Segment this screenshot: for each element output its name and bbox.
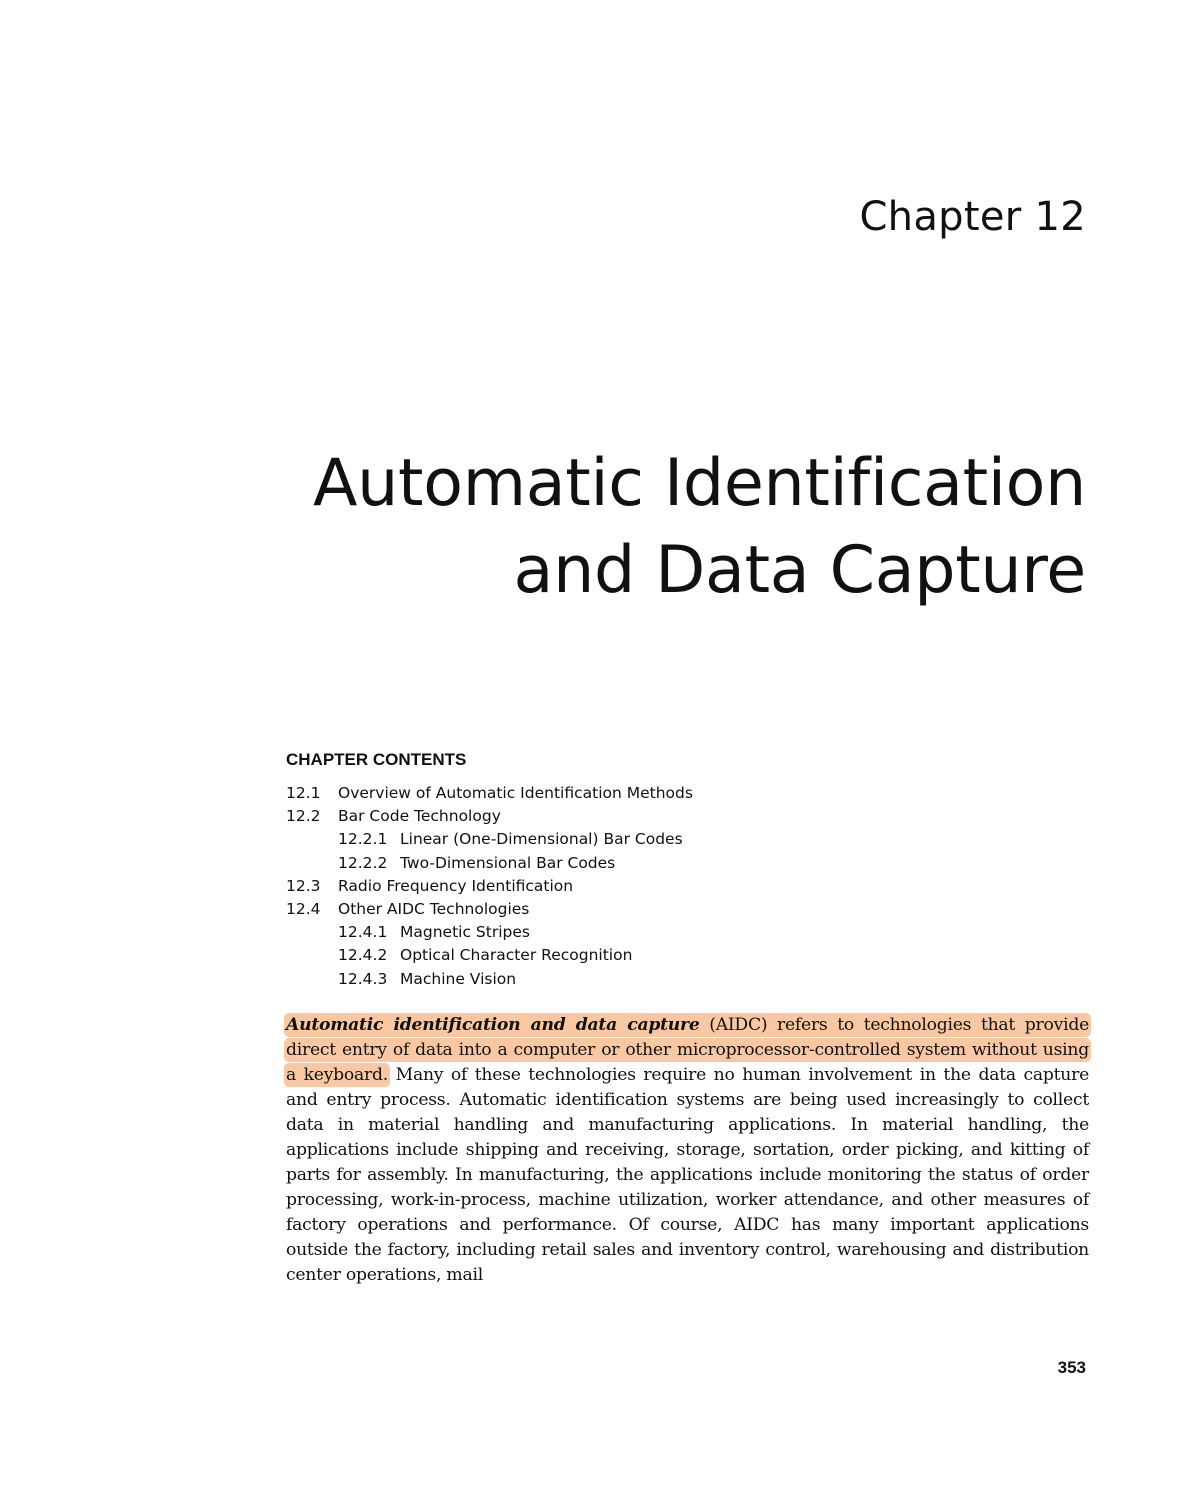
toc-list: [286, 782, 1086, 991]
toc-item-text: Machine Vision: [400, 969, 517, 988]
toc-item-number: 12.4: [286, 900, 321, 919]
toc-item-number: 12.2.1: [338, 830, 388, 849]
toc-item-text: Linear (One-Dimensional) Bar Codes: [400, 830, 683, 849]
toc-item-number: 12.4.2: [338, 946, 388, 965]
definition-text: (AIDC) refers to technologies that provide direct entry of data into a computer or other microprocessor-controlled system without using a keyboard.: [286, 1015, 1089, 1085]
toc-item-number: 12.2: [286, 807, 321, 826]
toc-item[interactable]: [286, 875, 1086, 898]
intro-paragraph[interactable]: [286, 1013, 1089, 1288]
chapter-title: [313, 440, 1086, 614]
toc-item-text: Magnetic Stripes: [400, 923, 530, 942]
toc-item-text: Bar Code Technology: [338, 807, 501, 826]
toc-item-text: Radio Frequency Identification: [338, 876, 574, 895]
toc-subitem[interactable]: [286, 852, 1086, 875]
paragraph-continuation: Many of these technologies require no human involvement in the data capture and entry process. Automatic identification systems are being used increasingly to collect data in material handling and manufacturing applications. In material handling, the applications include shipping and receiving, storage, sortation, order picking, and kitting of parts for assembly. In manufacturing, the applications include monitoring the status of order processing, work-in-process, machine utilization, worker attendance, and other measures of factory operations and performance. Of course, AIDC has many important applications outside the factory, including retail sales and inventory control, warehousing and distribution center operations, mail: [286, 1065, 1089, 1285]
chapter-contents: [286, 748, 1086, 991]
defined-term: Automatic identification and data capture: [286, 1015, 700, 1035]
chapter-title-line-2: and Data Capture: [513, 533, 1086, 608]
toc-subitem[interactable]: [286, 944, 1086, 967]
toc-item-text: Optical Character Recognition: [400, 946, 633, 965]
chapter-label: Chapter 12: [859, 194, 1086, 240]
toc-subitem[interactable]: [286, 921, 1086, 944]
toc-item[interactable]: [286, 898, 1086, 921]
chapter-contents-heading: CHAPTER CONTENTS: [286, 750, 467, 769]
toc-item-text: Two-Dimensional Bar Codes: [400, 853, 616, 872]
toc-item-number: 12.2.2: [338, 853, 388, 872]
toc-item[interactable]: [286, 805, 1086, 828]
toc-item-number: 12.1: [286, 784, 321, 802]
toc-item-text: Other AIDC Technologies: [338, 900, 530, 919]
page-number: 353: [1057, 1358, 1086, 1377]
toc-item[interactable]: [286, 782, 1086, 805]
toc-subitem[interactable]: [286, 828, 1086, 851]
toc-item-number: 12.4.3: [338, 969, 388, 988]
chapter-title-line-1: Automatic Identification: [313, 446, 1086, 521]
toc-subitem[interactable]: [286, 968, 1086, 991]
toc-item-number: 12.3: [286, 876, 321, 895]
toc-item-text: Overview of Automatic Identification Methods: [338, 784, 693, 802]
toc-item-number: 12.4.1: [338, 923, 388, 942]
